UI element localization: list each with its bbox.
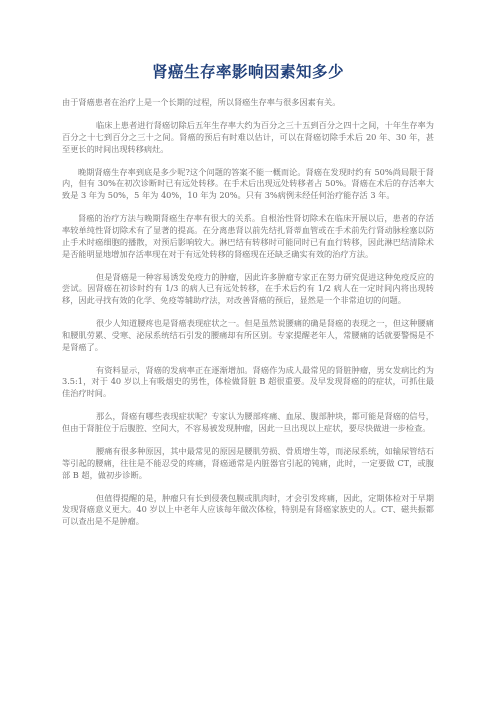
paragraph-incidence: 有资料显示，肾癌的发病率正在逐渐增加。肾癌作为成人最常见的肾脏肿瘤，男女发病比约为 3.5:1，对于 40 岁以上有吸烟史的男性，体检做肾脏 B 超很重要。及早发现肾癌的的症状，可抓住最佳治疗时间。 <box>62 364 434 399</box>
paragraph-symptoms: 那么，肾癌有哪些表现症状呢？专家认为腰部疼痛、血尿、腹部肿块，都可能是肾癌的信号，但由于肾脏位于后腹腔、空间大，不容易被发现肿瘤，因此一旦出现以上症状，要尽快做进一步检查。 <box>62 411 434 434</box>
paragraph-back-pain: 很少人知道腰疼也是肾癌表现症状之一。但是虽然说腰痛的确是肾癌的表现之一，但这种腰痛和腰肌劳累、受寒、泌尿系统结石引发的腰痛却有所区别。专家提醒老年人，常腰痛的话就要警惕是不是肾癌了。 <box>62 318 434 352</box>
paragraph-immunity: 但是肾癌是一种容易诱发免疫力的肿瘤，因此许多肿瘤专家正在努力研究促进这种免疫反应的尝试。因肾癌在初诊时约有 1/3 的病人已有远处转移，在手术后约有 1/2 病人在一定时间内将出现转移，因此寻找有效的化学、免疫等辅助疗法，对改善肾癌的预后，显然是一个非常迫切的问题。 <box>62 271 434 306</box>
paragraph-intro: 由于肾癌患者在治疗上是一个长期的过程，所以肾癌生存率与很多因素有关。 <box>62 97 341 107</box>
paragraph-checkup: 但值得提醒的是，肿瘤只有长到侵袭包膜或肌肉时，才会引发疼痛，因此，定期体检对于早期发现肾癌意义更大。40 岁以上中老年人应该每年做次体检，特别是有肾癌家族史的人。CT、磁共振都可以查出是不是肿瘤。 <box>62 492 434 527</box>
document-body <box>62 97 434 539</box>
paragraph-survival-rate: 临床上患者进行肾癌切除后五年生存率大约为百分之三十五到百分之四十之间，十年生存率为百分之十七到百分之三十之间。肾癌的预后有时难以估计，可以在肾癌切除手术后 20 年、30 年，甚至更长的时间出现转移病灶。 <box>62 119 434 154</box>
paragraph-late-stage: 晚期肾癌生存率到底是多少呢?这个问题的答案不能一概而论。肾癌在发现时约有 50%尚局限于肾内，但有 30%在初次诊断时已有远处转移。在手术后出现远处转移者占 50%。肾癌在术后的存活率大致是 3 年为 50%，5 年为 40%，10 年为 20%。只有 3%病例未经任何治疗能存活 3 年。 <box>62 166 434 201</box>
paragraph-pain-causes: 腰痛有很多种原因，其中最常见的原因是腰肌劳损、骨质增生等，而泌尿系统，如输尿管结石等引起的腰痛，往往是不能忍受的疼痛，肾癌通常是内脏器官引起的钝痛，此时，一定要做 CT，或腹部 B 超，做初步诊断。 <box>62 446 434 480</box>
paragraph-treatment: 肾癌的治疗方法与晚期肾癌生存率有很大的关系。自根治性肾切除术在临床开展以后，患者的存活率较单纯性肾切除术有了显著的提高。在分离患肾以前先结扎肾蒂血管或在手术前先行肾动脉栓塞以防止手术时癌细胞的播散，对预后影响较大。淋巴结有转移时可能同时已有血行转移，因此淋巴结清除术是否能明显地增加存活率现在对于有远处转移的肾癌现在还缺乏确实有效的治疗方法。 <box>62 213 434 259</box>
document-title: 肾癌生存率影响因素知多少 <box>151 63 344 81</box>
